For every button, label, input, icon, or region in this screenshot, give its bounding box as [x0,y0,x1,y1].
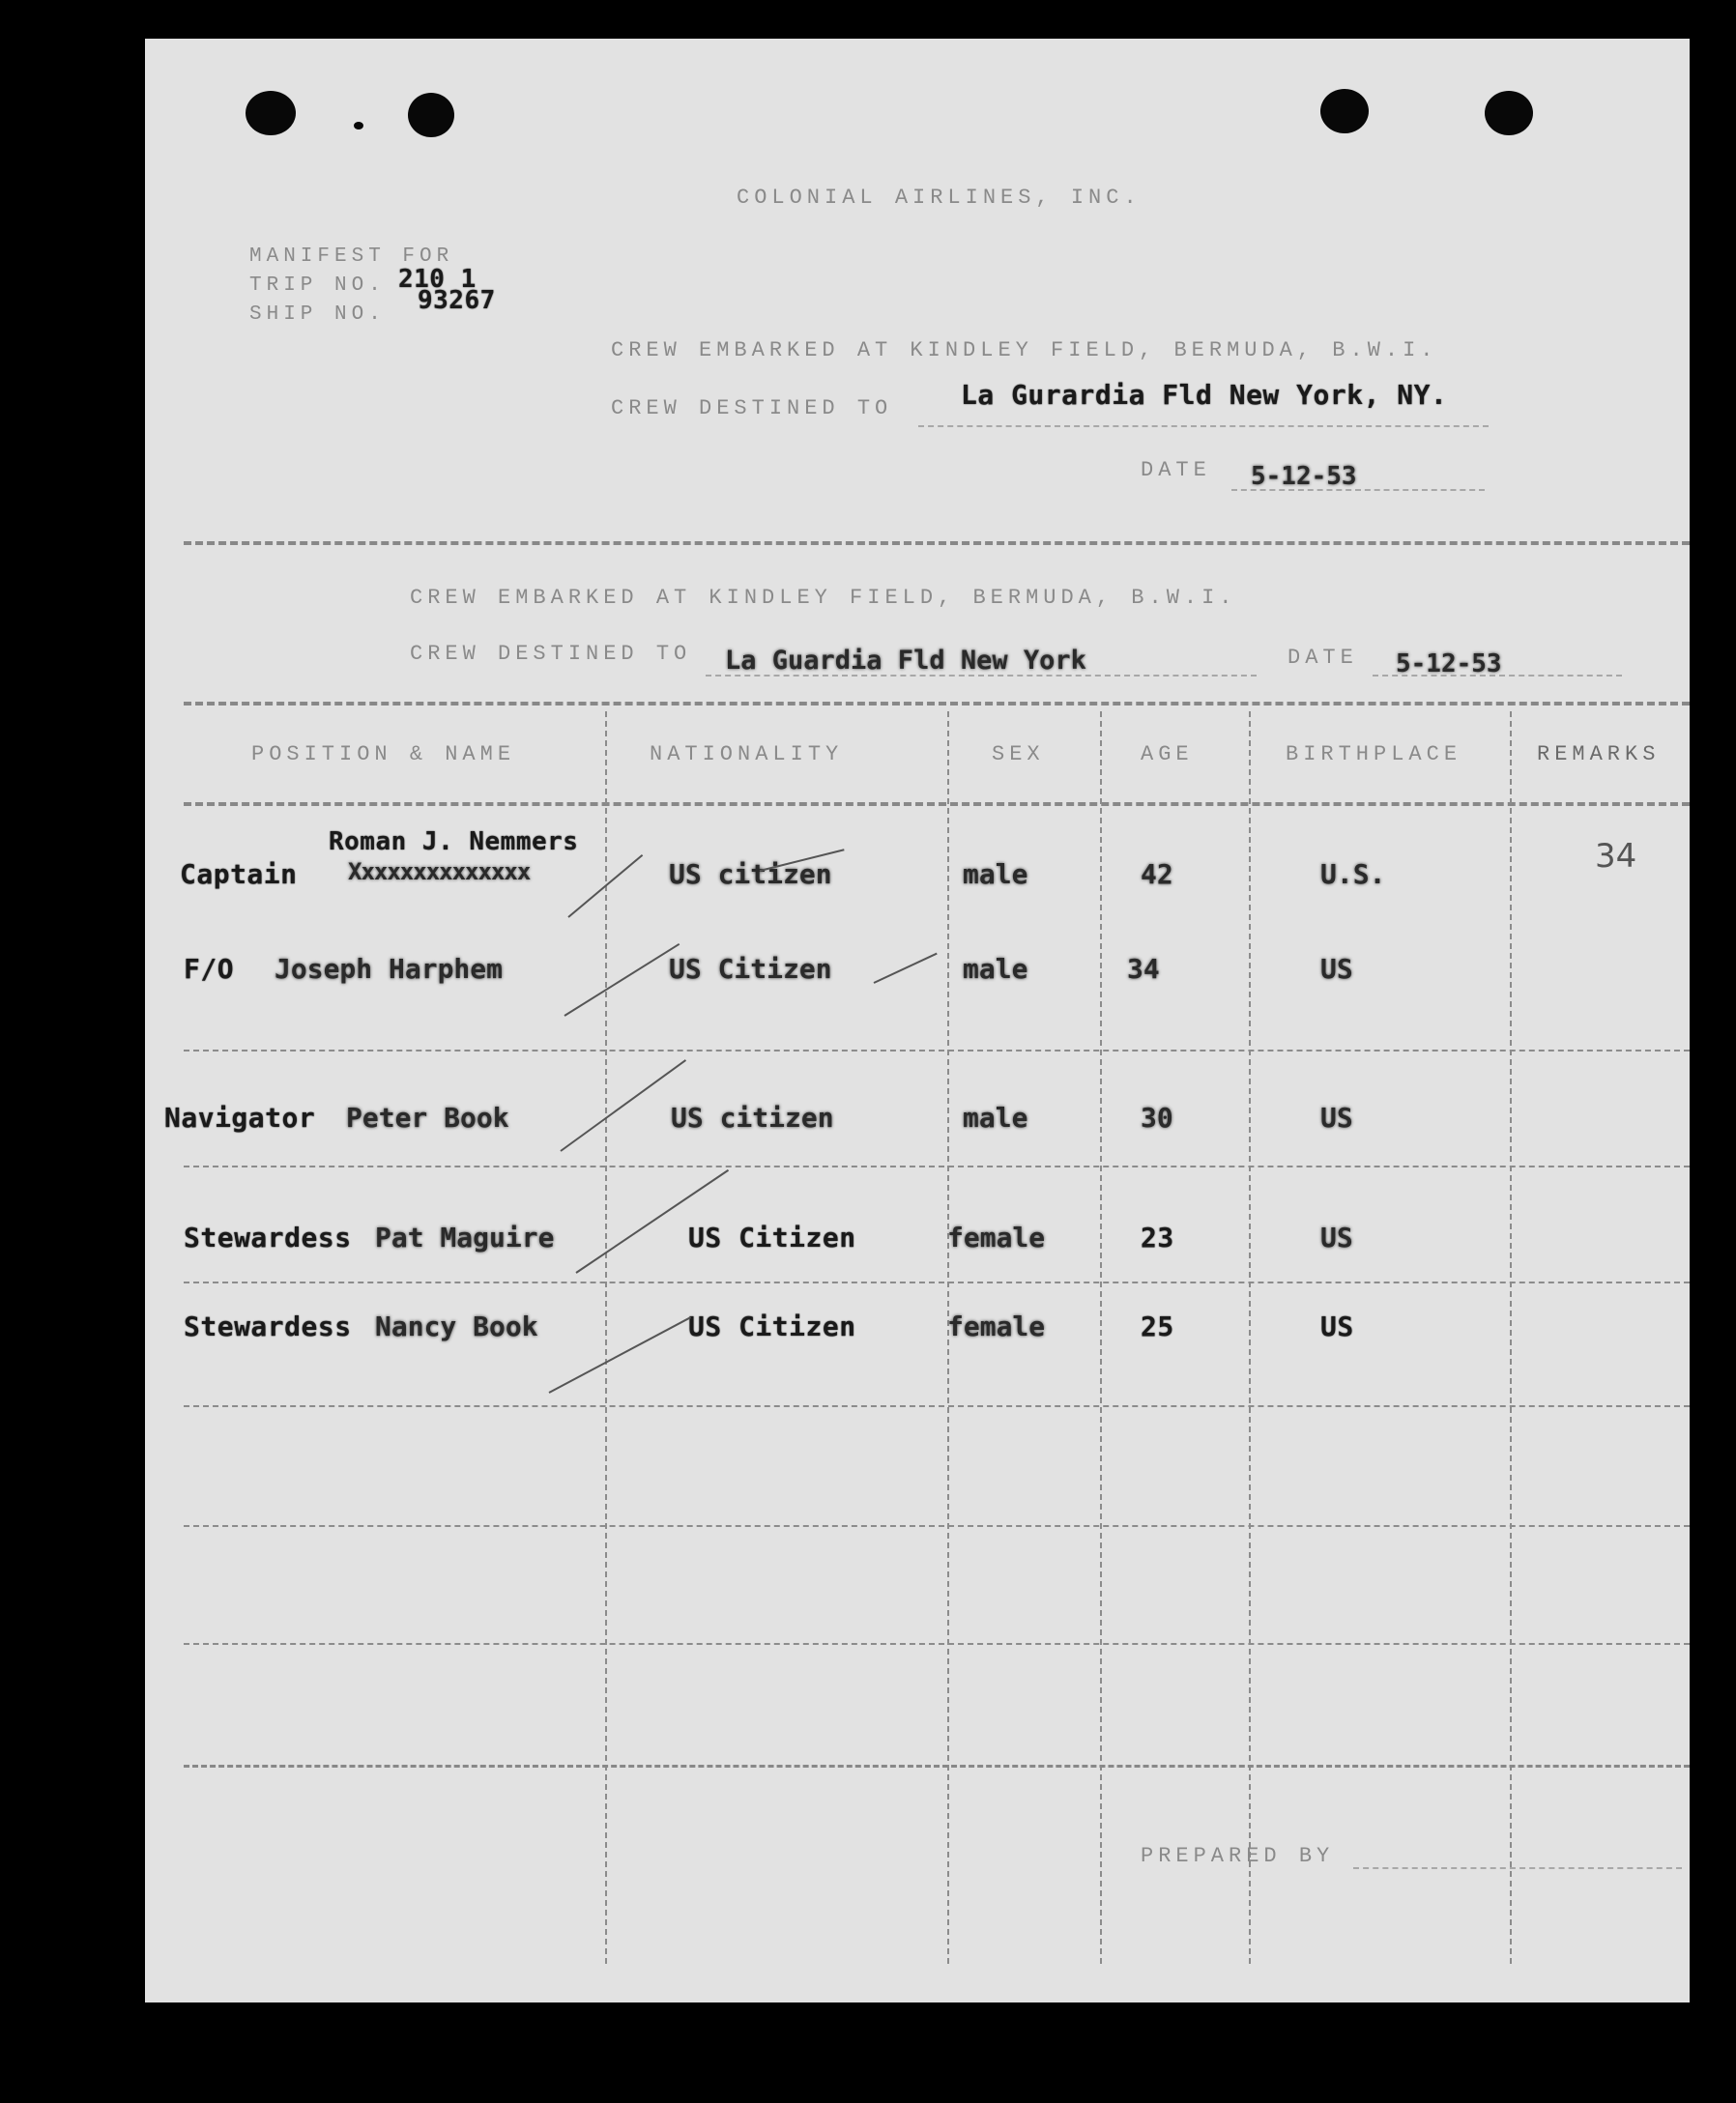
trip-no-label: TRIP NO. [249,274,386,297]
row-divider [184,1050,1690,1052]
date-value-2: 5-12-53 [1396,649,1502,678]
row-1-age: 42 [1141,858,1173,890]
crew-destined-value: La Gurardia Fld New York, NY. [961,379,1448,411]
check-mark [874,953,938,984]
company-name: COLONIAL AIRLINES, INC. [737,186,1142,210]
row-2-sex: male [963,953,1028,985]
row-5-nationality: US Citizen [688,1311,856,1342]
row-divider [184,1643,1690,1645]
prepared-by-underline [1353,1867,1682,1869]
table-top-border [184,702,1690,706]
destined-underline-2 [706,675,1257,677]
trip-no-value: 210 1 [398,265,477,294]
destined-underline [918,425,1489,427]
punch-hole [354,122,363,130]
col-header-nationality: NATIONALITY [650,742,844,766]
ship-no-label: SHIP NO. [249,303,386,326]
row-5-name: Nancy Book [375,1311,538,1342]
col-header-sex: SEX [992,742,1045,766]
row-divider [184,1405,1690,1407]
manifest-document [145,39,1690,2002]
row-4-nationality: US Citizen [688,1222,856,1253]
crew-destined-value-2: La Guardia Fld New York [725,646,1086,676]
row-divider [184,1525,1690,1527]
date-underline-2 [1373,675,1622,677]
check-mark [560,1059,686,1152]
row-5-birthplace: US [1320,1311,1354,1342]
row-1-remarks: 34 [1595,837,1637,876]
row-2-position: F/O [184,953,235,985]
col-divider [1249,711,1251,1964]
row-1-birthplace: U.S. [1320,858,1386,890]
row-2-age: 34 [1127,953,1160,985]
header-bottom-border [184,802,1690,806]
check-mark [564,943,680,1017]
row-5-age: 25 [1141,1311,1174,1342]
crew-embarked-line-2: CREW EMBARKED AT KINDLEY FIELD, BERMUDA, B.W.I. [410,586,1237,610]
row-4-name: Pat Maguire [375,1222,555,1253]
col-header-age: AGE [1141,742,1194,766]
date-label: DATE [1141,458,1211,482]
row-2-birthplace: US [1320,953,1353,985]
col-header-position-name: POSITION & NAME [251,742,516,766]
row-1-sex: male [963,858,1028,890]
row-4-birthplace: US [1320,1222,1353,1253]
crew-destined-label-2: CREW DESTINED TO [410,642,692,666]
prepared-by-label: PREPARED BY [1141,1844,1335,1868]
date-value: 5-12-53 [1251,462,1357,491]
col-header-remarks: REMARKS [1537,742,1661,766]
row-1-struck: Xxxxxxxxxxxxxx [348,858,531,885]
punch-hole [1485,91,1533,135]
row-2-name: Joseph Harphem [275,953,504,985]
section-divider [184,541,1690,545]
row-4-age: 23 [1141,1222,1174,1253]
row-1-name: Roman J. Nemmers [329,827,579,856]
row-5-sex: female [947,1311,1046,1342]
punch-hole [408,93,454,137]
row-2-nationality: US Citizen [669,953,832,985]
row-4-sex: female [947,1222,1046,1253]
row-3-sex: male [963,1102,1028,1134]
row-divider [184,1282,1690,1283]
row-divider [184,1166,1690,1167]
col-divider [1100,711,1102,1964]
ship-no-value: 93267 [418,286,496,315]
row-3-position: Navigator [164,1102,316,1134]
date-label-2: DATE [1288,646,1358,670]
row-5-position: Stewardess [184,1311,352,1342]
crew-embarked-line: CREW EMBARKED AT KINDLEY FIELD, BERMUDA, B.W.I. [611,338,1438,362]
crew-destined-label: CREW DESTINED TO [611,396,893,420]
row-1-position: Captain [180,858,298,890]
row-3-name: Peter Book [346,1102,509,1134]
row-3-nationality: US citizen [671,1102,834,1134]
date-underline [1231,489,1485,491]
punch-hole [246,91,296,135]
col-divider [605,711,607,1964]
manifest-for-label: MANIFEST FOR [249,245,454,268]
row-3-birthplace: US [1320,1102,1353,1134]
col-header-birthplace: BIRTHPLACE [1286,742,1462,766]
row-3-age: 30 [1141,1102,1173,1134]
row-1-nationality: US citizen [669,858,832,890]
check-mark [549,1316,692,1394]
punch-hole [1320,89,1369,133]
row-4-position: Stewardess [184,1222,352,1253]
col-divider [1510,711,1512,1964]
table-bottom-border [184,1765,1690,1768]
